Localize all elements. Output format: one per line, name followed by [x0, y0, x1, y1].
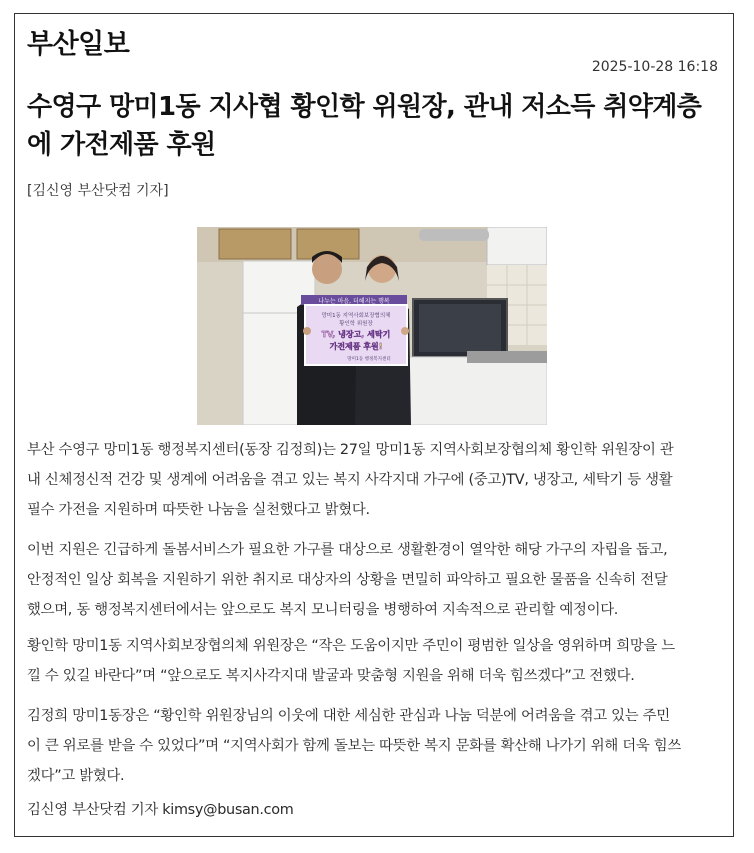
article-paragraph-3 [27, 631, 727, 691]
article-title-line-2: 에 가전제품 후원 [27, 130, 216, 160]
article-title [27, 88, 723, 164]
article-photo-illustration [197, 227, 547, 425]
paragraph-line: 필수 가전을 지원하며 따뜻한 나눔을 실천했다고 밝혔다. [27, 502, 370, 518]
paragraph-line: 이 큰 위로를 받을 수 있었다”며 “지역사회가 함께 돌보는 따뜻한 복지 문화를 확산해 나가기 위해 더욱 힘쓰 [27, 738, 681, 754]
article-paragraph-4 [27, 701, 727, 791]
paragraph-line: 낄 수 있길 바란다”며 “앞으로도 복지사각지대 발굴과 맞춤형 지원을 위해 더욱 힘쓰겠다”고 전했다. [27, 668, 635, 684]
byline: [김신영 부산닷컴 기자] [27, 183, 169, 199]
article-title-line-1: 수영구 망미1동 지사협 황인학 위원장, 관내 저소득 취약계층 [27, 92, 702, 122]
paragraph-line: 내 신체정신적 건강 및 생계에 어려움을 겪고 있는 복지 사각지대 가구에 (중고)TV, 냉장고, 세탁기 등 생활 [27, 472, 673, 488]
reporter-signature: 김신영 부산닷컴 기자 kimsy@busan.com [27, 802, 294, 818]
paragraph-line: 이번 지원은 긴급하게 돌봄서비스가 필요한 가구를 대상으로 생활환경이 열악한 해당 가구의 자립을 돕고, [27, 542, 668, 558]
publish-date: 2025-10-28 16:18 [591, 59, 718, 75]
article-photo [197, 227, 547, 425]
photo-board-line-5: 망미1동 행정복지센터 [347, 357, 391, 362]
photo-banner-text: 나누는 마음, 더해지는 행복 [318, 298, 390, 305]
paragraph-line: 겠다”고 밝혔다. [27, 768, 125, 784]
paragraph-line: 황인학 망미1동 지역사회보장협의체 위원장은 “작은 도움이지만 주민이 평범한 일상을 영위하며 희망을 느 [27, 638, 675, 654]
photo-board-line-1: 망미1동 지역사회보장협의체 [321, 313, 391, 319]
paragraph-line: 김정희 망미1동장은 “황인학 위원장님의 이웃에 대한 세심한 관심과 나눔 덕분에 어려움을 겪고 있는 주민 [27, 708, 670, 724]
photo-board-line-4: 가전제품 후원! [329, 342, 383, 351]
article-paragraph-2 [27, 535, 727, 625]
photo-board-line-2: 황인학 위원장 [339, 321, 373, 327]
photo-board-line-3: TV, 냉장고, 세탁기 [321, 330, 391, 339]
paragraph-line: 했으며, 동 행정복지센터에서는 앞으로도 복지 모니터링을 병행하여 지속적으로 관리할 예정이다. [27, 602, 619, 618]
article-paragraph-1 [27, 435, 727, 525]
paragraph-line: 부산 수영구 망미1동 행정복지센터(동장 김정희)는 27일 망미1동 지역사회보장협의체 황인학 위원장이 관 [27, 442, 674, 458]
masthead-logo[interactable]: 부산일보 [27, 29, 130, 60]
paragraph-line: 안정적인 일상 회복을 지원하기 위한 취지로 대상자의 상황을 면밀히 파악하고 필요한 물품을 신속히 전달 [27, 572, 668, 588]
